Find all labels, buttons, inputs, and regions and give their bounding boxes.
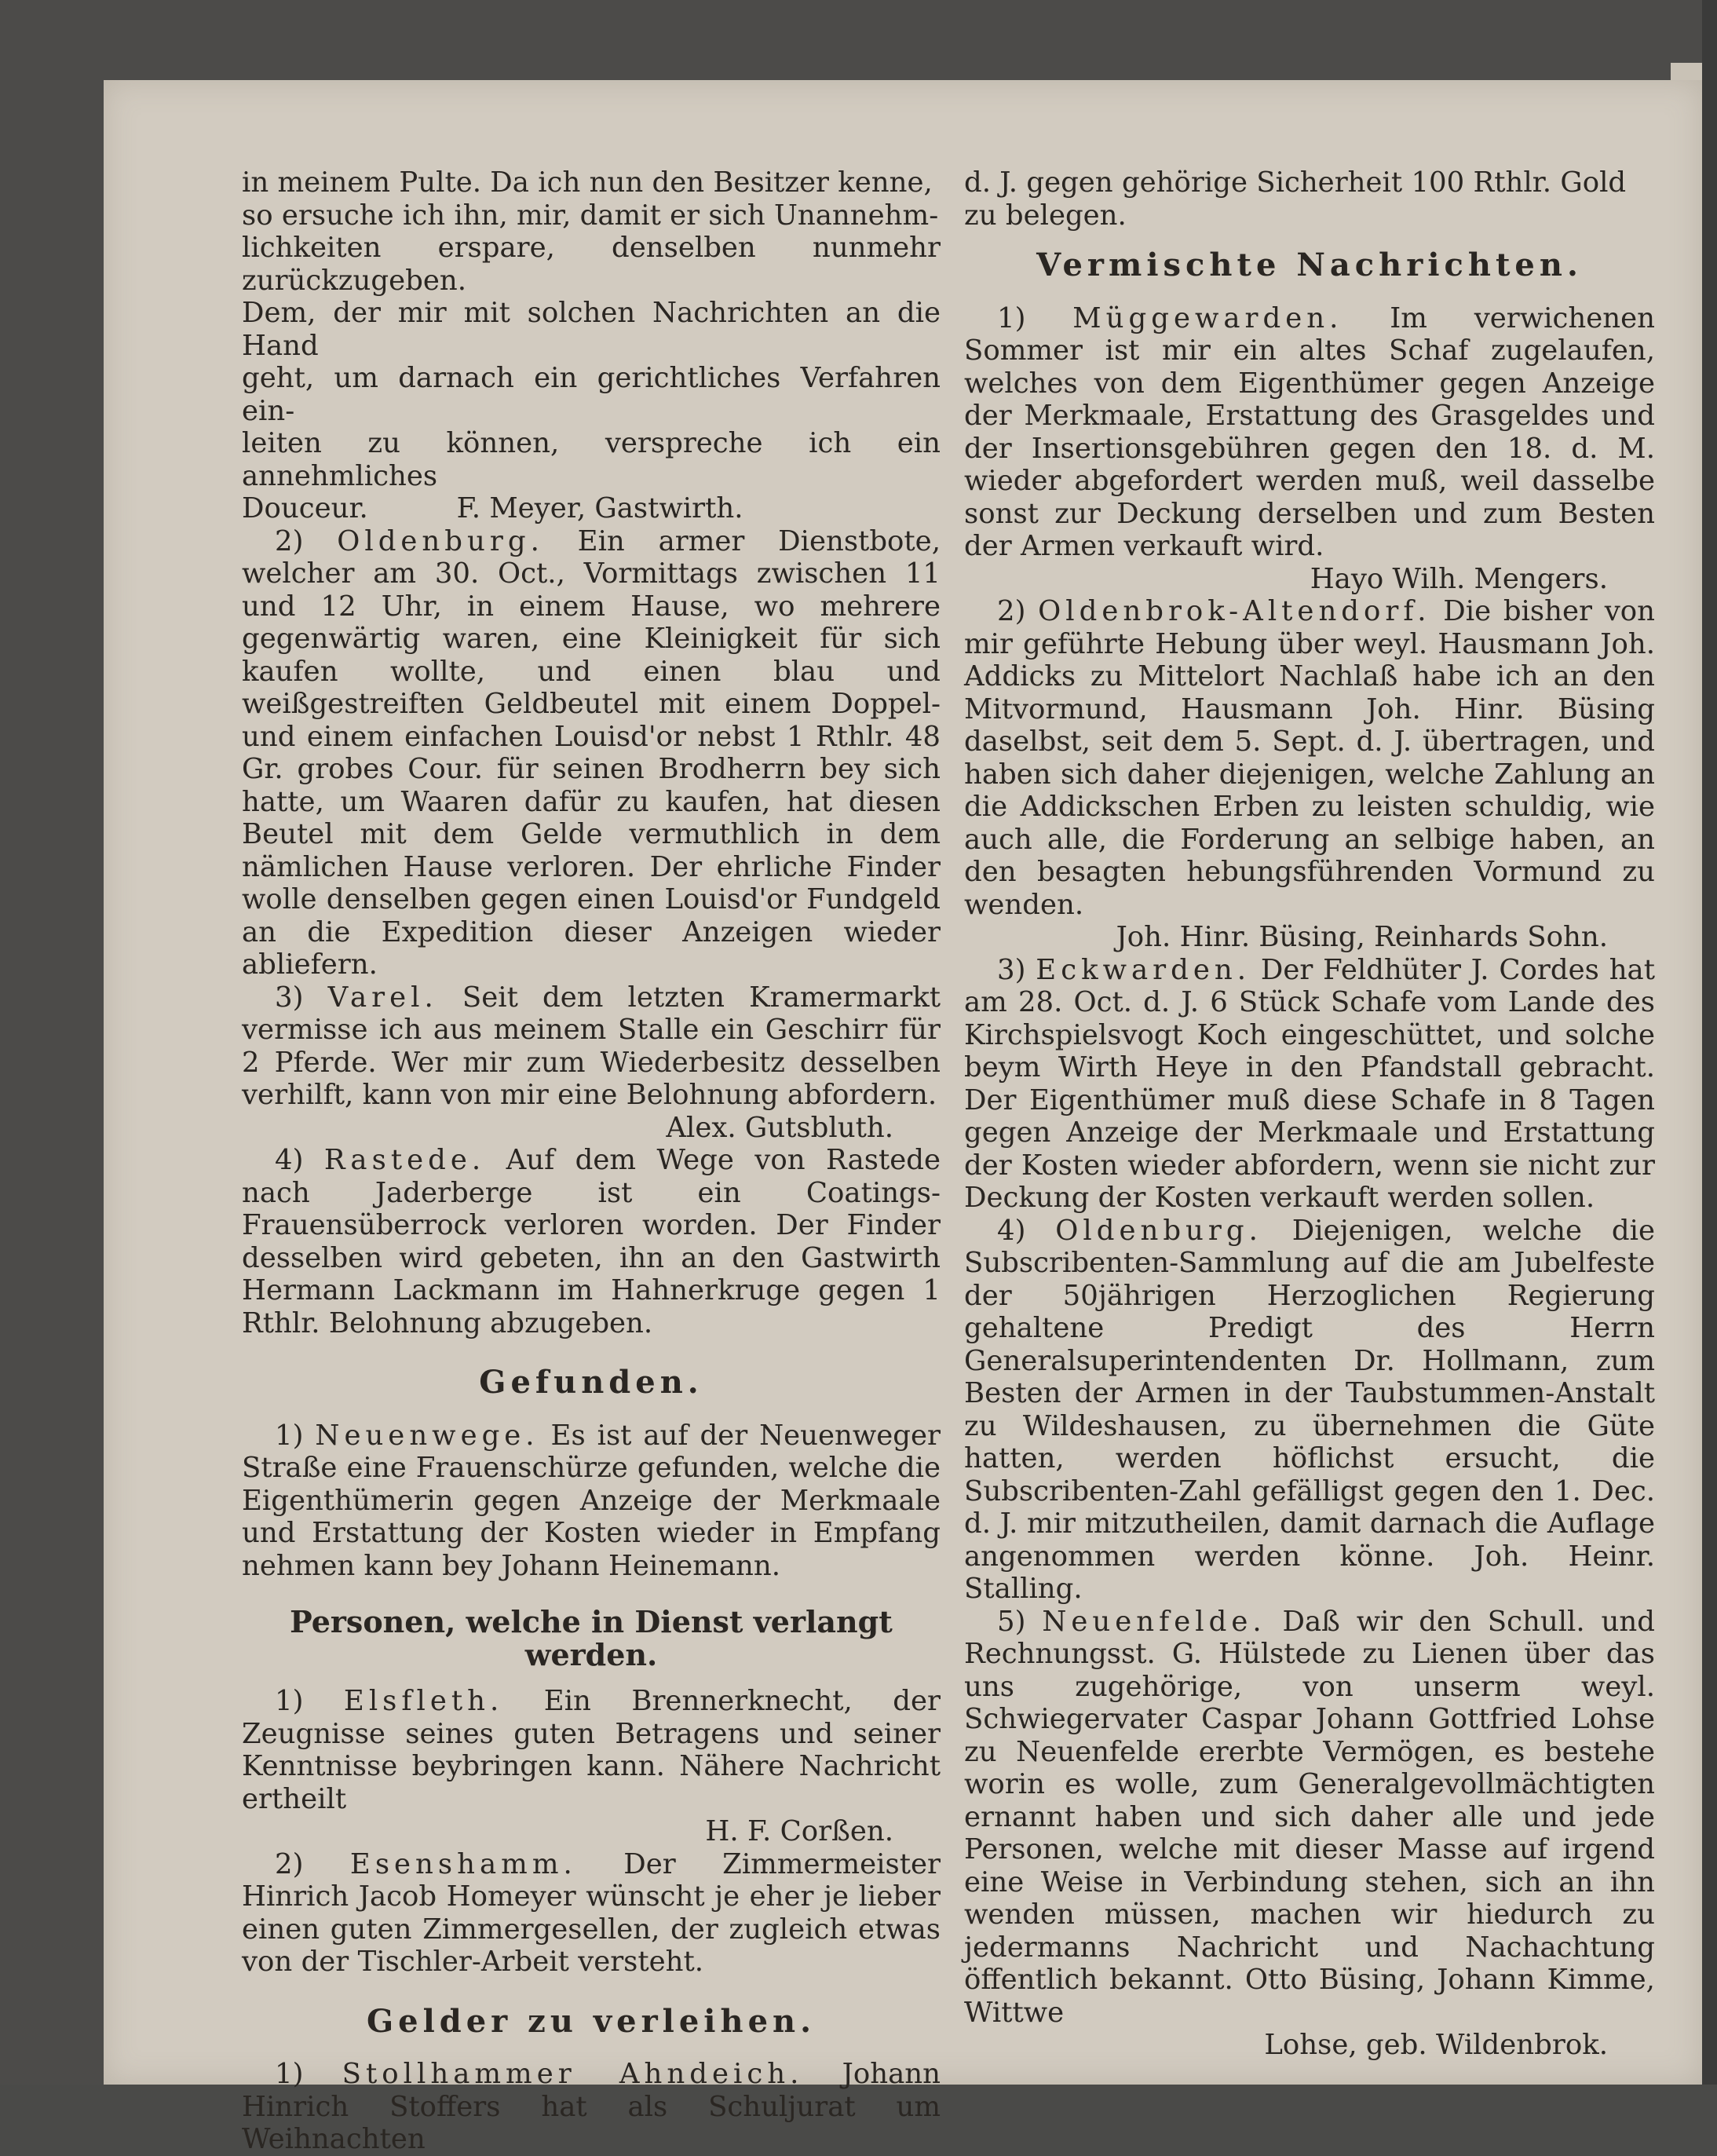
notice-item — [242, 2058, 941, 2156]
intro-line: in meinem Pulte. Da ich nun den Besitzer kenne, — [242, 166, 933, 199]
signature: Joh. Heinr. Stalling. — [964, 1540, 1655, 1605]
place-name: Esenshamm. — [349, 1847, 577, 1880]
item-text: Ein armer Dienstbote, welcher am 30. Oct., Vormittags zwischen 11 und 12 Uhr, in einem Hause, wo mehrere gegenwärtig waren, eine Kleinigkeit für sich kaufen wollte, und einen blau und weißgestreiften Geldbeutel mit einem Doppel- und einem einfachen Louisd'or nebst 1 Rthlr. 48 Gr. grobes Cour. für seinen Brodherrn bey sich hatte, um Waaren dafür zu kaufen, hat diesen Beutel mit dem Gelde vermuthlich in dem nämlichen Hause verloren. Der ehrliche Finder wolle denselben gegen einen Louisd'or Fundgeld an die Expedition dieser Anzeigen wieder abliefern. — [242, 524, 941, 981]
item-text: Es ist auf der Neuenweger Straße eine Frauenschürze gefunden, welche die Eigenthümerin gegen Anzeige der Merkmaale und Erstattung der Kosten wieder in Empfang nehmen kann bey Johann Heinemann. — [242, 1419, 941, 1582]
notice-item — [964, 954, 1655, 1215]
item-text: Der Zimmermeister Hinrich Jacob Homeyer wünscht je eher je lieber einen guten Zimmergesellen, der zugleich etwas von der Tischler-Arbeit versteht. — [242, 1847, 941, 1978]
intro-line: lichkeiten erspare, denselben nunmehr zurückzugeben. — [242, 232, 941, 297]
notice-item — [242, 1685, 941, 1815]
item-text: Daß wir den Schull. und Rechnungsst. G. Hülstede zu Lienen über das uns zugehörige, von unserm weyl. Schwiegervater Caspar Johann Gottfried Lohse zu Neuenfelde ererbte Vermögen, es bestehe worin es wolle, zum Generalgevollmächtigten ernannt haben und sich daher alle und jede Personen, welche mit dieser Masse auf irgend eine Weise in Verbindung stehen, sich an ihn wenden müssen, machen wir hiedurch zu jedermanns Nachricht und Nachachtung öffentlich bekannt. — [964, 1605, 1655, 1996]
signature: Joh. Hinr. Büsing, Reinhards Sohn. — [1116, 921, 1608, 953]
item-text: Johann Hinrich Stoffers hat als Schuljurat um Weihnachten — [242, 2058, 941, 2155]
signature: Otto Büsing, Johann Kimme, Wittwe — [964, 1964, 1655, 2029]
item-number: 2) — [275, 1847, 304, 1880]
item-number: 2) — [275, 524, 304, 557]
notice-item — [964, 1606, 1655, 2030]
notice-item — [964, 595, 1655, 921]
item-text: Ein Brennerknecht, der Zeugnisse seines guten Betragens und seiner Kenntnisse beybringen kann. Nähere Nachricht ertheilt — [242, 1685, 941, 1815]
item-text: Auf dem Wege von Rastede nach Jaderberge ist ein Coatings-Frauensüberrock verloren worden. Der Finder desselben wird gebeten, ihn an den Gastwirth Hermann Lackmann im Hahnerkruge gegen 1 Rthlr. Belohnung abzugeben. — [242, 1144, 941, 1339]
item-number: 1) — [275, 1419, 304, 1452]
place-name: Elsfleth. — [343, 1685, 504, 1717]
item-number: 3) — [275, 981, 304, 1014]
item-number: 5) — [997, 1605, 1026, 1638]
signature: Alex. Gutsbluth. — [666, 1111, 893, 1144]
section-heading-found: Gefunden. — [479, 1364, 703, 1401]
place-name: Müggewarden. — [1072, 301, 1343, 334]
item-text: Die bisher von mir geführte Hebung über weyl. Hausmann Joh. Addicks zu Mittelort Nachlaß habe ich an den Mitvormund, Hausmann Joh. Hinr. Büsing daselbst, seit dem 5. Sept. d. J. übertragen, und haben sich daher diejenigen, welche Zahlung an die Addickschen Erben zu leisten schuldig, wie auch alle, die Forderung an selbige haben, an den besagten hebungsführenden Vormund zu wenden. — [964, 595, 1655, 921]
item-number: 1) — [275, 2058, 304, 2090]
signature: H. F. Corßen. — [705, 1815, 893, 1847]
intro-line: Douceur. F. Meyer, Gastwirth. — [242, 492, 743, 524]
place-name: Oldenburg. — [1055, 1214, 1262, 1247]
signature: Lohse, geb. Wildenbrok. — [1264, 2029, 1608, 2061]
item-number: 3) — [997, 953, 1026, 986]
place-name: Stollhammer Ahndeich. — [342, 2058, 804, 2090]
notice-item — [242, 981, 941, 1112]
item-number: 2) — [997, 595, 1026, 627]
intro-line: so ersuche ich ihn, mir, damit er sich Unannehm- — [242, 199, 939, 232]
signature: Hayo Wilh. Mengers. — [1310, 562, 1608, 595]
scan-border — [1702, 0, 1717, 2085]
item-text: Seit dem letzten Kramermarkt vermisse ich aus meinem Stalle ein Geschirr für 2 Pferde. Wer mir zum Wiederbesitz desselben verhilft, kann von mir eine Belohnung abfordern. — [242, 981, 941, 1111]
intro-line: leiten zu können, verspreche ich ein annehmliches — [242, 427, 941, 492]
item-text: Im verwichenen Sommer ist mir ein altes Schaf zugelaufen, welches von dem Eigenthümer gegen Anzeige der Merkmaale, Erstattung des Grasgeldes und der Insertionsgebühren gegen den 18. d. M. wieder abgefordert werden muß, weil dasselbe sonst zur Deckung derselben und zum Besten der Armen verkauft wird. — [964, 301, 1655, 562]
place-name: Rastede. — [323, 1144, 486, 1176]
place-name: Varel. — [327, 981, 438, 1014]
intro-line: geht, um darnach ein gerichtliches Verfahren ein- — [242, 362, 941, 427]
left-column — [242, 166, 941, 2156]
place-name: Oldenbrok-Altendorf. — [1038, 595, 1431, 627]
notice-item — [242, 1420, 941, 1583]
item-text: Diejenigen, welche die Subscribenten-Sammlung auf die am Jubelfeste der 50jährigen Herzoglichen Regierung gehaltene Predigt des Herrn Generalsuperintendenten Dr. Hollmann, zum Besten der Armen in der Taubstummen-Anstalt zu Wildeshausen, zu übernehmen die Güte hatten, werden höflichst ersucht, die Subscribenten-Zahl gefälligst gegen den 1. Dec. d. J. mir mitzutheilen, damit darnach die Auflage angenommen werden könne. — [964, 1214, 1655, 1573]
place-name: Neuenwege. — [315, 1419, 539, 1452]
right-column — [964, 166, 1655, 2062]
item-text: Der Feldhüter J. Cordes hat am 28. Oct. d. J. 6 Stück Schafe vom Lande des Kirchspielsvogt Koch eingeschüttet, und solche beym Wirth Heye in den Pfandstall gebracht. Der Eigenthümer muß diese Schafe in 8 Tagen gegen Anzeige der Merkmaale und Erstattung der Kosten wieder abfordern, wenn sie nicht zur Deckung der Kosten verkauft werden sollen. — [964, 953, 1655, 1214]
item-number: 1) — [275, 1685, 304, 1717]
place-name: Oldenburg. — [337, 524, 544, 557]
place-name: Neuenfelde. — [1042, 1605, 1266, 1638]
notice-item — [242, 525, 941, 981]
item-number: 4) — [997, 1214, 1026, 1247]
section-heading-money: Gelder zu verleihen. — [366, 2002, 816, 2040]
section-heading-misc: Vermischte Nachrichten. — [1036, 247, 1583, 283]
notice-item — [242, 1848, 941, 1979]
section-heading-service: Personen, welche in Dienst verlangt werden. — [290, 1604, 893, 1672]
item-number: 4) — [275, 1144, 304, 1176]
notice-item — [242, 1144, 941, 1339]
intro-line: Dem, der mir mit solchen Nachrichten an die Hand — [242, 297, 941, 362]
notice-item — [964, 1215, 1655, 1606]
item-number: 1) — [997, 301, 1026, 334]
place-name: Eckwarden. — [1036, 953, 1251, 986]
intro-line: d. J. gegen gehörige Sicherheit 100 Rthlr. Gold — [964, 166, 1627, 199]
intro-line: zu belegen. — [964, 199, 1127, 232]
notice-item — [964, 302, 1655, 563]
